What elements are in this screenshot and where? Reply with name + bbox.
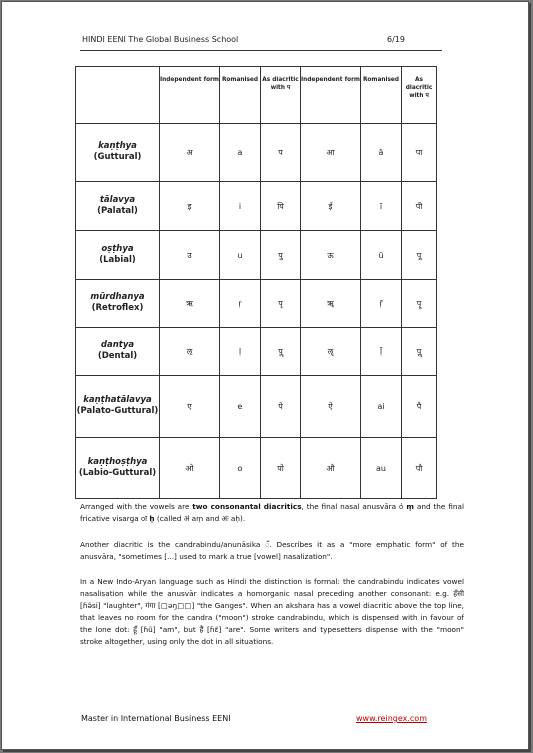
header-title: HINDI EENI The Global Business School <box>82 35 239 44</box>
category-type: (Labio-Guttural) <box>78 467 157 478</box>
table-cell: पॣ <box>402 328 437 376</box>
table-cell: e <box>220 376 261 438</box>
table-row <box>76 376 437 438</box>
table-cell: पो <box>261 438 301 499</box>
document-page <box>1 1 529 750</box>
p1-bold: two consonantal diacritics <box>192 502 302 511</box>
table-cell: ॠ <box>301 280 361 328</box>
category-name: dantya <box>100 340 135 351</box>
table-cell: औ <box>301 438 361 499</box>
header-cell: Romanised <box>220 67 261 124</box>
category-name: mūrdhanya <box>90 292 145 303</box>
category-cell <box>76 280 160 328</box>
header-rule <box>80 50 442 51</box>
p1-visarga: ः ḥ <box>141 514 155 523</box>
table-cell: ऋ <box>160 280 220 328</box>
category-cell <box>76 124 160 182</box>
table-cell: ई <box>301 182 361 231</box>
table-cell: पि <box>261 182 301 231</box>
category-cell <box>76 438 160 499</box>
p1-text: Arranged with the vowels are <box>80 502 193 511</box>
category-cell <box>76 231 160 280</box>
table-cell: पु <box>261 231 301 280</box>
header-cell: Independent form <box>160 67 220 124</box>
paragraph-hindi-distinction: In a New Indo-Aryan language such as Hindi the distinction is formal: the candrabindu indicates vowel nasalisation while the anusvār indicates a homorganic nasal preceding another consonant: e.g. हँसी [ɦə̃si] "laughter", गंगा [□əŋ□□] "the Ganges". When an akshara has a vowel diacritic above the top line, that leaves no room for the candra ("moon") stroke candrabindu, which is dispensed with in favour of the lone dot: हूँ [ɦũ] "am", but हैं [ɦɛ̃] "are". Some writers and typesetters dispense with the "moon" stroke altogether, using only the dot in all situations. <box>80 577 464 646</box>
category-type: (Labial) <box>99 254 136 265</box>
category-type: (Guttural) <box>93 152 142 163</box>
table-row <box>76 124 437 182</box>
table-cell: ḷ <box>220 328 261 376</box>
category-name: kaṇṭhoṣṭhya <box>87 456 148 467</box>
table-cell: au <box>361 438 402 499</box>
table-cell: ए <box>160 376 220 438</box>
table-cell: ऐ <box>301 376 361 438</box>
table-cell: ī <box>361 182 402 231</box>
table-cell: पॄ <box>402 280 437 328</box>
category-name: tālavya <box>99 194 136 205</box>
table-cell: उ <box>160 231 220 280</box>
p1-text: (called अं aṃ and अः aḥ). <box>154 514 246 523</box>
table-cell: अ <box>160 124 220 182</box>
table-cell: पे <box>261 376 301 438</box>
header-cell: Romanised <box>361 67 402 124</box>
paragraph-consonantal-diacritics <box>80 501 464 525</box>
table-cell: ऌ <box>160 328 220 376</box>
table-cell: o <box>220 438 261 499</box>
table-cell: ओ <box>160 438 220 499</box>
p1-text: , the final nasal anusvāra <box>301 502 399 511</box>
table-cell: ḹ <box>361 328 402 376</box>
p1-text: and the final fricative visarga <box>80 502 464 523</box>
category-type: (Palato-Guttural) <box>76 406 159 417</box>
category-name: kaṇṭhya <box>98 141 137 152</box>
table-header-row <box>76 67 437 124</box>
table-cell: पृ <box>261 280 301 328</box>
footer-link[interactable]: www.reingex.com <box>356 714 427 723</box>
table-cell: पा <box>402 124 437 182</box>
table-cell: ā <box>361 124 402 182</box>
p1-anusvara: ं ṃ <box>399 502 415 511</box>
table-row <box>76 231 437 280</box>
category-cell <box>76 376 160 438</box>
table-cell: आ <box>301 124 361 182</box>
category-name: oṣṭhya <box>101 243 134 254</box>
page-number: 6/19 <box>387 35 405 44</box>
category-cell <box>76 328 160 376</box>
table-cell: पी <box>402 182 437 231</box>
table-cell: ai <box>361 376 402 438</box>
category-name: kaṇṭhatālavya <box>83 395 152 406</box>
category-type: (Dental) <box>97 351 138 362</box>
header-cell-empty <box>76 67 160 124</box>
table-cell: प <box>261 124 301 182</box>
table-cell: i <box>220 182 261 231</box>
footer-title: Master in International Business EENI <box>81 714 231 723</box>
table-cell: ॡ <box>301 328 361 376</box>
table-cell: ऊ <box>301 231 361 280</box>
header-cell: Independent form <box>301 67 361 124</box>
header-cell: As diacritic with प <box>261 67 301 124</box>
table-cell: पू <box>402 231 437 280</box>
table-cell: ṝ <box>361 280 402 328</box>
vowel-table <box>75 66 437 499</box>
table-cell: ṛ <box>220 280 261 328</box>
table-cell: ū <box>361 231 402 280</box>
category-type: (Palatal) <box>97 205 138 216</box>
table-cell: पौ <box>402 438 437 499</box>
category-cell <box>76 182 160 231</box>
table-row <box>76 328 437 376</box>
table-cell: पै <box>402 376 437 438</box>
paragraph-candrabindu: Another diacritic is the candrabindu/anunāsika ँ. Describes it as a "more emphatic form" of the anusvāra, "sometimes [...] used to mark a true [vowel] nasalization". <box>80 540 464 561</box>
table-cell: पॢ <box>261 328 301 376</box>
table-cell: a <box>220 124 261 182</box>
category-type: (Retroflex) <box>91 303 144 314</box>
table-row <box>76 438 437 499</box>
header-cell: As diacritic with प <box>402 67 437 124</box>
table-row <box>76 280 437 328</box>
table-row <box>76 182 437 231</box>
table-cell: u <box>220 231 261 280</box>
table-cell: इ <box>160 182 220 231</box>
